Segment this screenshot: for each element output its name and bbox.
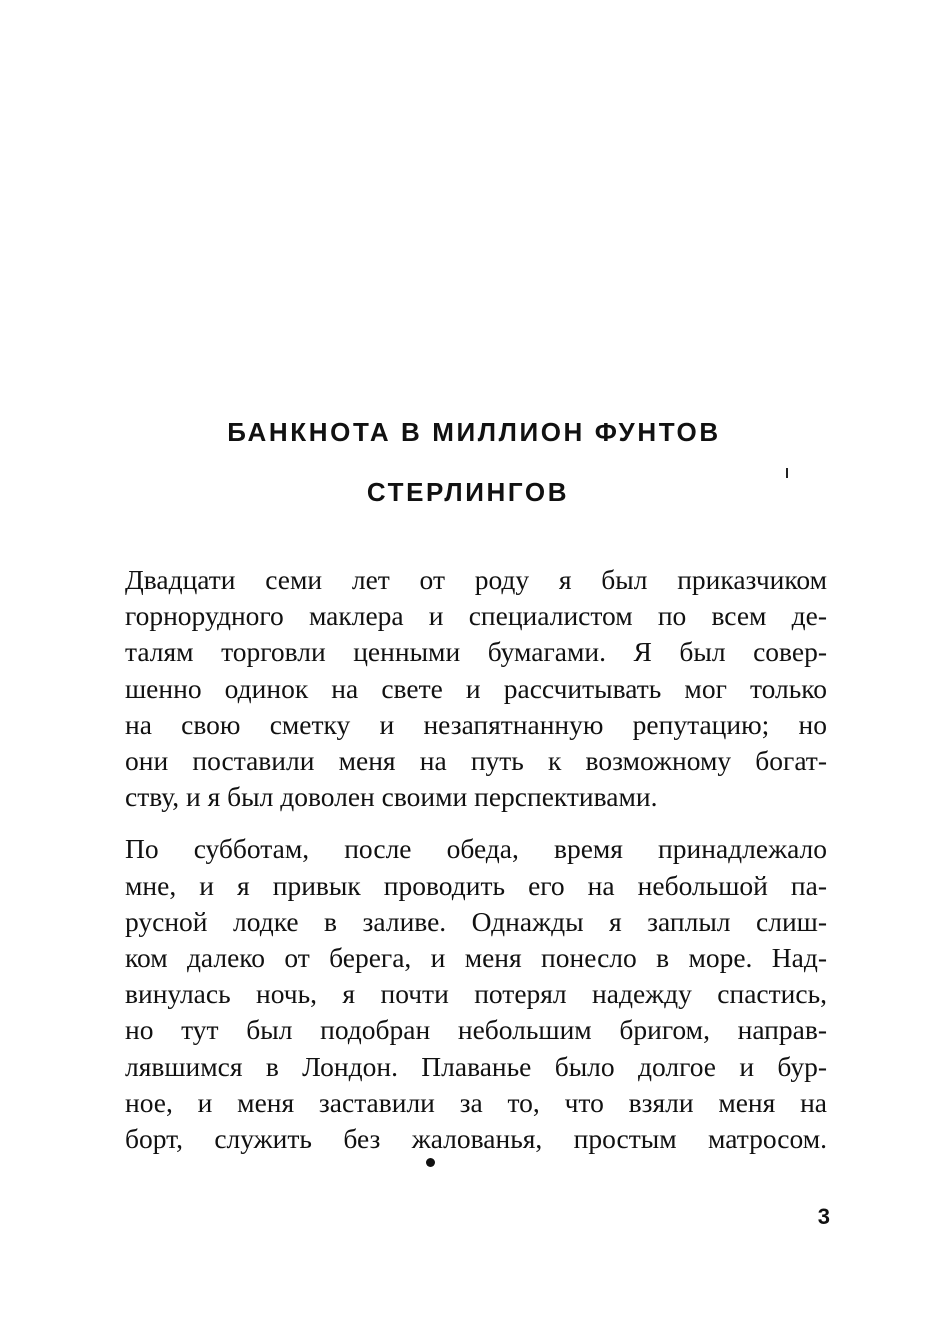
page-number: 3 (817, 1204, 830, 1229)
text-line: Двадцати семи лет от роду я был приказчиком (125, 564, 827, 595)
text-line: ству, и я был доволен своими перспективами. (125, 781, 658, 813)
chapter-title-line-2: СТЕРЛИНГОВ (366, 477, 570, 507)
paragraph-1 (125, 562, 827, 815)
text-line: По субботам, после обеда, время принадлежало (125, 833, 827, 865)
chapter-body (125, 562, 827, 1157)
text-line: борт, служить без жалованья, простым матросом. (125, 1123, 827, 1155)
text-line: на свою сметку и незапятнанную репутацию; но (125, 708, 827, 740)
paragraph-2 (125, 831, 827, 1157)
chapter-title (0, 410, 936, 530)
text-line: но тут был подобран небольшим бригом, направ- (125, 1014, 827, 1046)
text-line: русной лодке в заливе. Однажды я заплыл слиш- (125, 905, 827, 937)
chapter-title-line-1: БАНКНОТА В МИЛЛИОН ФУНТОВ (227, 417, 721, 447)
text-line: мне, и я привык проводить его на небольшой па- (125, 869, 827, 901)
ink-dot (426, 1158, 435, 1167)
text-line: лявшимся в Лондон. Плаванье было долгое и бур- (125, 1050, 827, 1082)
text-line: талям торговли ценными бумагами. Я был совер- (125, 636, 827, 668)
text-line: они поставили меня на путь к возможному богат- (125, 745, 827, 777)
print-speck (786, 468, 788, 478)
text-line: ное, и меня заставили за то, что взяли меня на (125, 1086, 827, 1118)
text-line: ком далеко от берега, и меня понесло в море. Над- (125, 942, 827, 974)
text-line: горнорудного маклера и специалистом по всем де- (125, 600, 827, 632)
text-line: шенно одинок на свете и рассчитывать мог только (125, 672, 827, 704)
text-line: винулась ночь, я почти потерял надежду спастись, (125, 978, 827, 1010)
